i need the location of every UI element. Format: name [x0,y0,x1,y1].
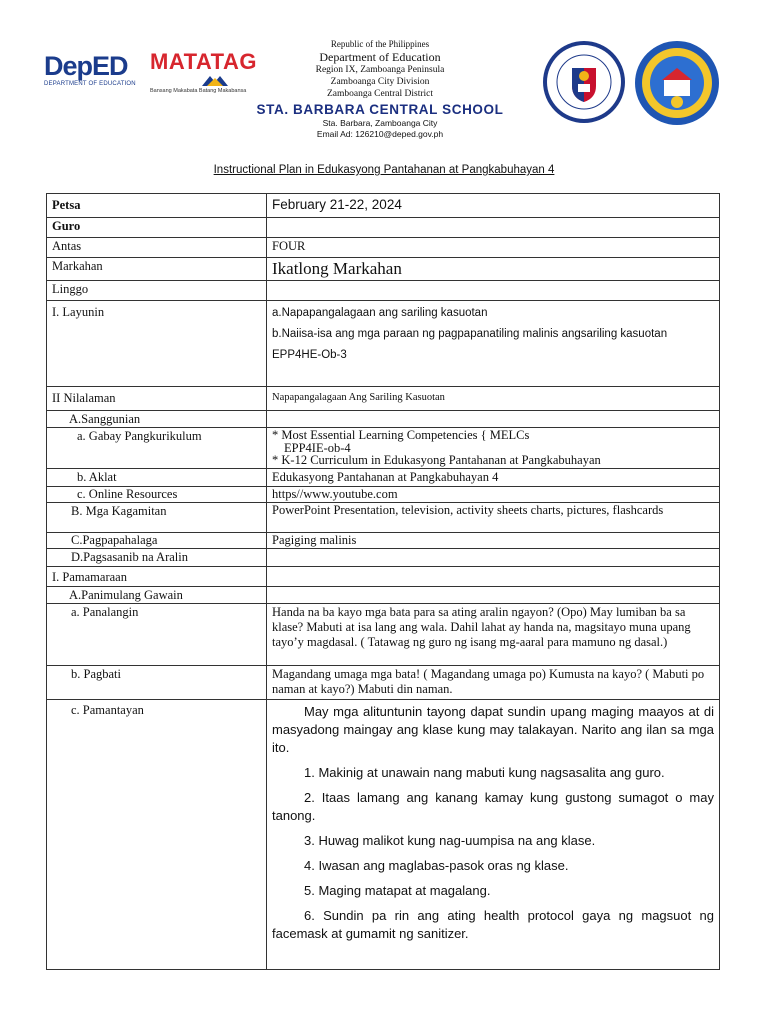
pamantayan-item: 5. Maging matapat at magalang. [304,882,491,898]
table-row [47,699,720,969]
antas-label: Antas [47,238,267,258]
table-row [47,665,720,699]
layunin-cell [267,301,720,387]
pamantayan-cell [267,699,720,969]
gabay-line1: * Most Essential Learning Competencies { MELCs [272,428,530,442]
gabay-label: a. Gabay Pangkurikulum [47,428,267,469]
layunin-a: a.Napapangalagaan ang sariling kasuotan [272,307,488,319]
table-row [47,502,720,532]
department-line: Department of Education [319,50,441,64]
gabay-line3: * K-12 Curriculum in Edukasyong Pantahanan at Pangkabuhayan [272,453,601,467]
sanggunian-label: A.Sanggunian [47,411,267,428]
pagpapahalaga-label: C.Pagpapahalaga [47,532,267,548]
deped-seal-icon [542,40,626,124]
pagpapahalaga-value: Pagiging malinis [267,532,720,548]
table-row [47,411,720,428]
table-row [47,281,720,301]
table-row [47,238,720,258]
panimulang-label: A.Panimulang Gawain [47,586,267,603]
pagsasanib-value [267,548,720,566]
pamamaraan-value [267,566,720,586]
aklat-value: Edukasyong Pantahanan at Pangkabuhayan 4 [267,468,720,486]
table-row [47,603,720,665]
pamantayan-label: c. Pamantayan [47,699,267,969]
region-line: Region IX, Zamboanga Peninsula [315,65,445,75]
gabay-line2: EPP4IE-ob-4 [284,440,351,455]
table-row [47,387,720,411]
nilalaman-label: II Nilalaman [47,387,267,411]
table-row [47,258,720,281]
sanggunian-value [267,411,720,428]
gabay-cell [267,428,720,469]
markahan-value: Ikatlong Markahan [267,258,720,281]
pamantayan-item: 3. Huwag malikot kung nag-uumpisa na ang klase. [304,832,596,848]
matatag-tagline: Bansang Makabata Batang Makabansa [150,88,247,94]
online-value: https//www.youtube.com [267,486,720,502]
pamantayan-item: 2. Itaas lamang ang kanang kamay kung gustong sumagot o may tanong. [272,789,714,823]
layunin-b: b.Naiisa-isa ang mga paraan ng pagpapanatiling malinis angsariling kasuotan [272,328,668,340]
school-name: STA. BARBARA CENTRAL SCHOOL [256,102,504,117]
deped-logo [44,52,136,88]
pagbati-label: b. Pagbati [47,665,267,699]
pagsasanib-label: D.Pagsasanib na Aralin [47,548,267,566]
instructional-plan-table [46,193,720,970]
markahan-label: Markahan [47,258,267,281]
table-row [47,532,720,548]
kagamitan-value: PowerPoint Presentation, television, activity sheets charts, pictures, flashcards [267,502,720,532]
district-line: Zamboanga Central District [326,89,434,99]
panalangin-label: a. Panalangin [47,603,267,665]
pamantayan-item: 4. Iwasan ang maglabas-pasok oras ng klase. [304,857,569,873]
online-label: c. Online Resources [47,486,267,502]
matatag-logo-text: MATATAG [150,49,257,74]
pamantayan-item: 6. Sundin pa rin ang ating health protocol gaya ng magsuot ng facemask at gumamit ng sanitizer. [272,907,714,941]
antas-value: FOUR [267,238,720,258]
republic-line: Republic of the Philippines [330,39,430,49]
table-row [47,301,720,387]
matatag-emblem-icon [202,74,228,86]
school-email: Email Ad: 126210@deped.gov.ph [316,129,444,139]
layunin-label: I. Layunin [47,301,267,387]
pamantayan-intro: May mga alituntunin tayong dapat sundin upang maging maayos at di masyadong maingay ang klase kung may talakayan. Narito ang ilan sa mga ito. [272,703,714,755]
letterhead [0,0,768,150]
table-row [47,566,720,586]
letterhead-text [240,38,520,140]
table-row [47,586,720,603]
nilalaman-value: Napapangalagaan Ang Sariling Kasuotan [267,387,720,411]
division-line: Zamboanga City Division [330,77,430,87]
guro-label: Guro [47,218,267,238]
pamantayan-item: 1. Makinig at unawain nang mabuti kung nagsasalita ang guro. [304,764,665,780]
guro-value [267,218,720,238]
deped-logo-text: DepED [44,51,128,81]
school-seal-icon [634,40,720,126]
petsa-label: Petsa [47,194,267,218]
table-row [47,194,720,218]
page-title: Instructional Plan in Edukasyong Pantahanan at Pangkabuhayan 4 [213,164,555,176]
panimulang-value [267,586,720,603]
school-address: Sta. Barbara, Zamboanga City [322,118,438,128]
linggo-label: Linggo [47,281,267,301]
aklat-label: b. Aklat [47,468,267,486]
layunin-code: EPP4HE-Ob-3 [272,349,347,361]
pamamaraan-label: I. Pamamaraan [47,566,267,586]
table-row [47,548,720,566]
deped-logo-subtitle: DEPARTMENT OF EDUCATION [44,81,136,87]
panalangin-value: Handa na ba kayo mga bata para sa ating aralin ngayon? (Opo) May lumiban ba sa klase? Mabuti at isa lang ang wala. Dahil lahat ay handa na, magsitayo muna upang tayo’y magdasal. ( Tatawag ng guro ng isang mg-aaral para mamuno ng dasal.) [267,603,720,665]
table-row [47,468,720,486]
table-row [47,486,720,502]
table-row [47,428,720,469]
linggo-value [267,281,720,301]
table-row [47,218,720,238]
pagbati-value: Magandang umaga mga bata! ( Magandang umaga po) Kumusta na kayo? ( Mabuti po naman at kayo?) Mabuti din naman. [267,665,720,699]
petsa-value: February 21-22, 2024 [267,194,720,218]
kagamitan-label: B. Mga Kagamitan [47,502,267,532]
